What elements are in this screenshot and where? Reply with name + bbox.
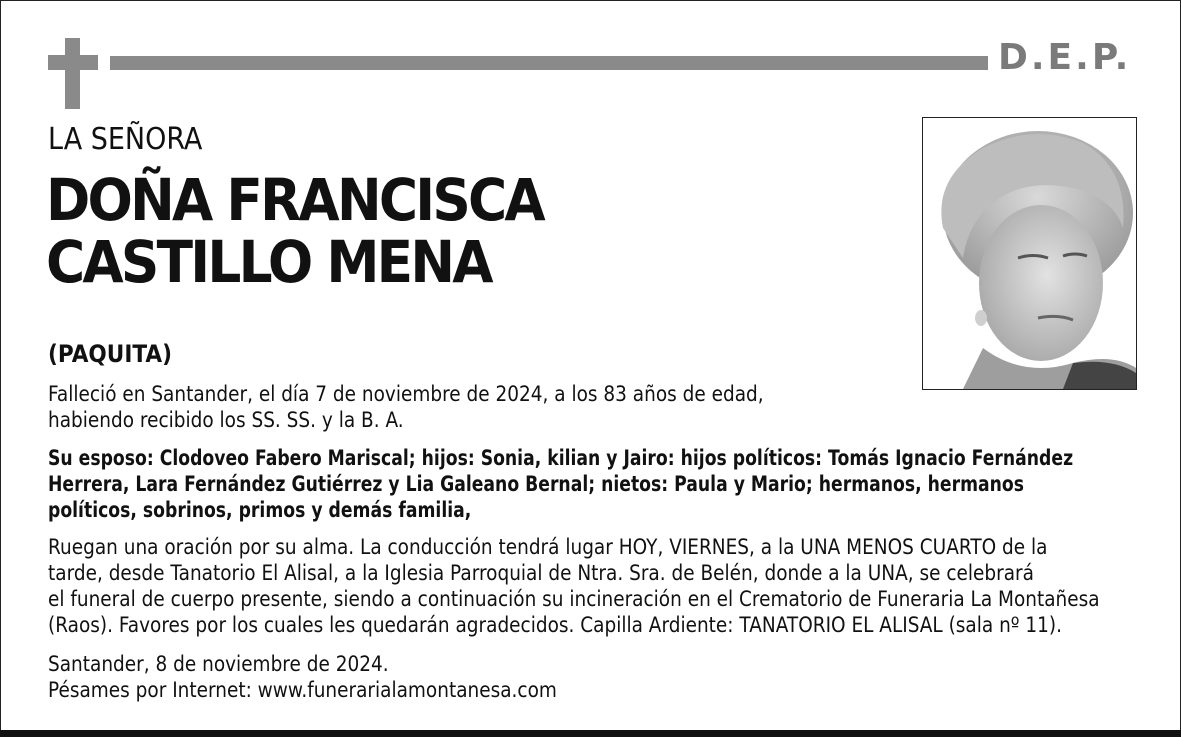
- text-line: el funeral de cuerpo presente, siendo a continuación su incineración en el Crematorio de Funeraria La Montañesa: [48, 587, 1100, 611]
- death-details: [48, 381, 764, 433]
- condolences-line: Pésames por Internet: www.funerarialamontanesa.com: [48, 678, 557, 702]
- text-line: tarde, desde Tanatorio El Alisal, a la Iglesia Parroquial de Ntra. Sra. de Belén, donde a la UNA, se celebrará: [48, 561, 1034, 585]
- name-line-1: DOÑA FRANCISCA: [46, 166, 543, 234]
- family-list: [48, 445, 1073, 523]
- text-line: Ruegan una oración por su alma. La conducción tendrá lugar HOY, VIERNES, a la UNA MENOS CUARTO de la: [48, 535, 1048, 559]
- service-details: [48, 534, 1100, 638]
- pretitle: LA SEÑORA: [48, 122, 203, 157]
- text-line: Herrera, Lara Fernández Gutiérrez y Lia Galeano Bernal; nietos: Paula y Mario; hermanos, hermanos: [48, 472, 1024, 496]
- deceased-name: [46, 166, 543, 296]
- text-line: (Raos). Favores por los cuales les quedarán agradecidos. Capilla Ardiente: TANATORIO EL ALISAL (sala nº 11).: [48, 613, 1062, 637]
- bottom-border: [0, 730, 1181, 737]
- footer-details: [48, 651, 557, 703]
- text-line: Su esposo: Clodoveo Fabero Mariscal; hijos: Sonia, kilian y Jairo: hijos políticos: Tomás Ignacio Fernández: [48, 446, 1074, 470]
- text-line: habiendo recibido los SS. SS. y la B. A.: [48, 408, 404, 432]
- nickname: (PAQUITA): [48, 340, 173, 368]
- header-rule: [110, 56, 988, 70]
- text-line: políticos, sobrinos, primos y demás familia,: [48, 498, 472, 522]
- dep-label: D.E.P.: [998, 37, 1132, 78]
- text-line: Falleció en Santander, el día 7 de noviembre de 2024, a los 83 años de edad,: [48, 382, 764, 406]
- name-line-2: CASTILLO MENA: [46, 228, 491, 296]
- portrait-photo: [922, 117, 1137, 390]
- date-line: Santander, 8 de noviembre de 2024.: [48, 652, 389, 676]
